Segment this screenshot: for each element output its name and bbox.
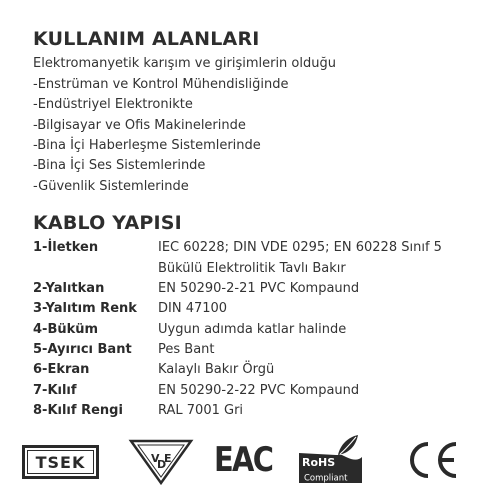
vde-letter-v: V — [151, 452, 160, 465]
row-label-twist: 4-Büküm — [33, 322, 99, 337]
usage-item: -Endüstriyel Elektronikte — [33, 97, 193, 112]
row-value-sheath: EN 50290-2-22 PVC Kompaund — [158, 383, 360, 398]
usage-item: -Bilgisayar ve Ofis Makinelerinde — [33, 118, 246, 133]
row-label-insulation: 2-Yalıtkan — [33, 281, 105, 296]
ce-logo — [404, 440, 460, 480]
vde-letter-d: D — [157, 458, 167, 471]
rohs-logo — [296, 433, 366, 485]
usage-item: -Enstrüman ve Kontrol Mühendisliğinde — [33, 77, 289, 92]
row-value-separator-tape: Pes Bant — [158, 342, 215, 357]
structure-title: KABLO YAPISI — [33, 212, 182, 234]
row-value-sheath-color: RAL 7001 Gri — [158, 403, 244, 418]
row-label-insulation-color: 3-Yalıtım Renk — [33, 301, 137, 316]
vde-logo — [128, 438, 194, 486]
usage-item: -Bina İçi Ses Sistemlerinde — [33, 158, 206, 173]
eac-logo: EAC — [214, 440, 273, 480]
row-value-twist: Uygun adımda katlar halinde — [158, 322, 347, 337]
rohs-text: RoHS — [302, 456, 336, 469]
row-value-insulation: EN 50290-2-21 PVC Kompaund — [158, 281, 360, 296]
row-value-conductor-2: Bükülü Elektrolitik Tavlı Bakır — [158, 261, 346, 276]
row-label-separator-tape: 5-Ayırıcı Bant — [33, 342, 132, 357]
row-label-conductor: 1-İletken — [33, 240, 99, 255]
usage-item: -Bina İçi Haberleşme Sistemlerinde — [33, 138, 261, 153]
row-label-sheath: 7-Kılıf — [33, 383, 77, 398]
row-value-screen: Kalaylı Bakır Örgü — [158, 362, 275, 377]
row-label-screen: 6-Ekran — [33, 362, 90, 377]
row-label-sheath-color: 8-Kılıf Rengi — [33, 403, 123, 418]
tsek-text: TSEK — [35, 452, 86, 472]
rohs-compliant-text: Compliant — [304, 473, 348, 484]
tsek-logo — [22, 445, 99, 479]
usage-item: -Güvenlik Sistemlerinde — [33, 179, 189, 194]
usage-title: KULLANIM ALANLARI — [33, 28, 260, 50]
row-value-insulation-color: DIN 47100 — [158, 301, 228, 316]
usage-intro: Elektromanyetik karışım ve girişimlerin olduğu — [33, 56, 336, 71]
ce-text: CE — [404, 440, 406, 441]
vde-letter-e: E — [164, 452, 172, 465]
row-value-conductor: IEC 60228; DIN VDE 0295; EN 60228 Sınıf 5 — [158, 240, 442, 255]
